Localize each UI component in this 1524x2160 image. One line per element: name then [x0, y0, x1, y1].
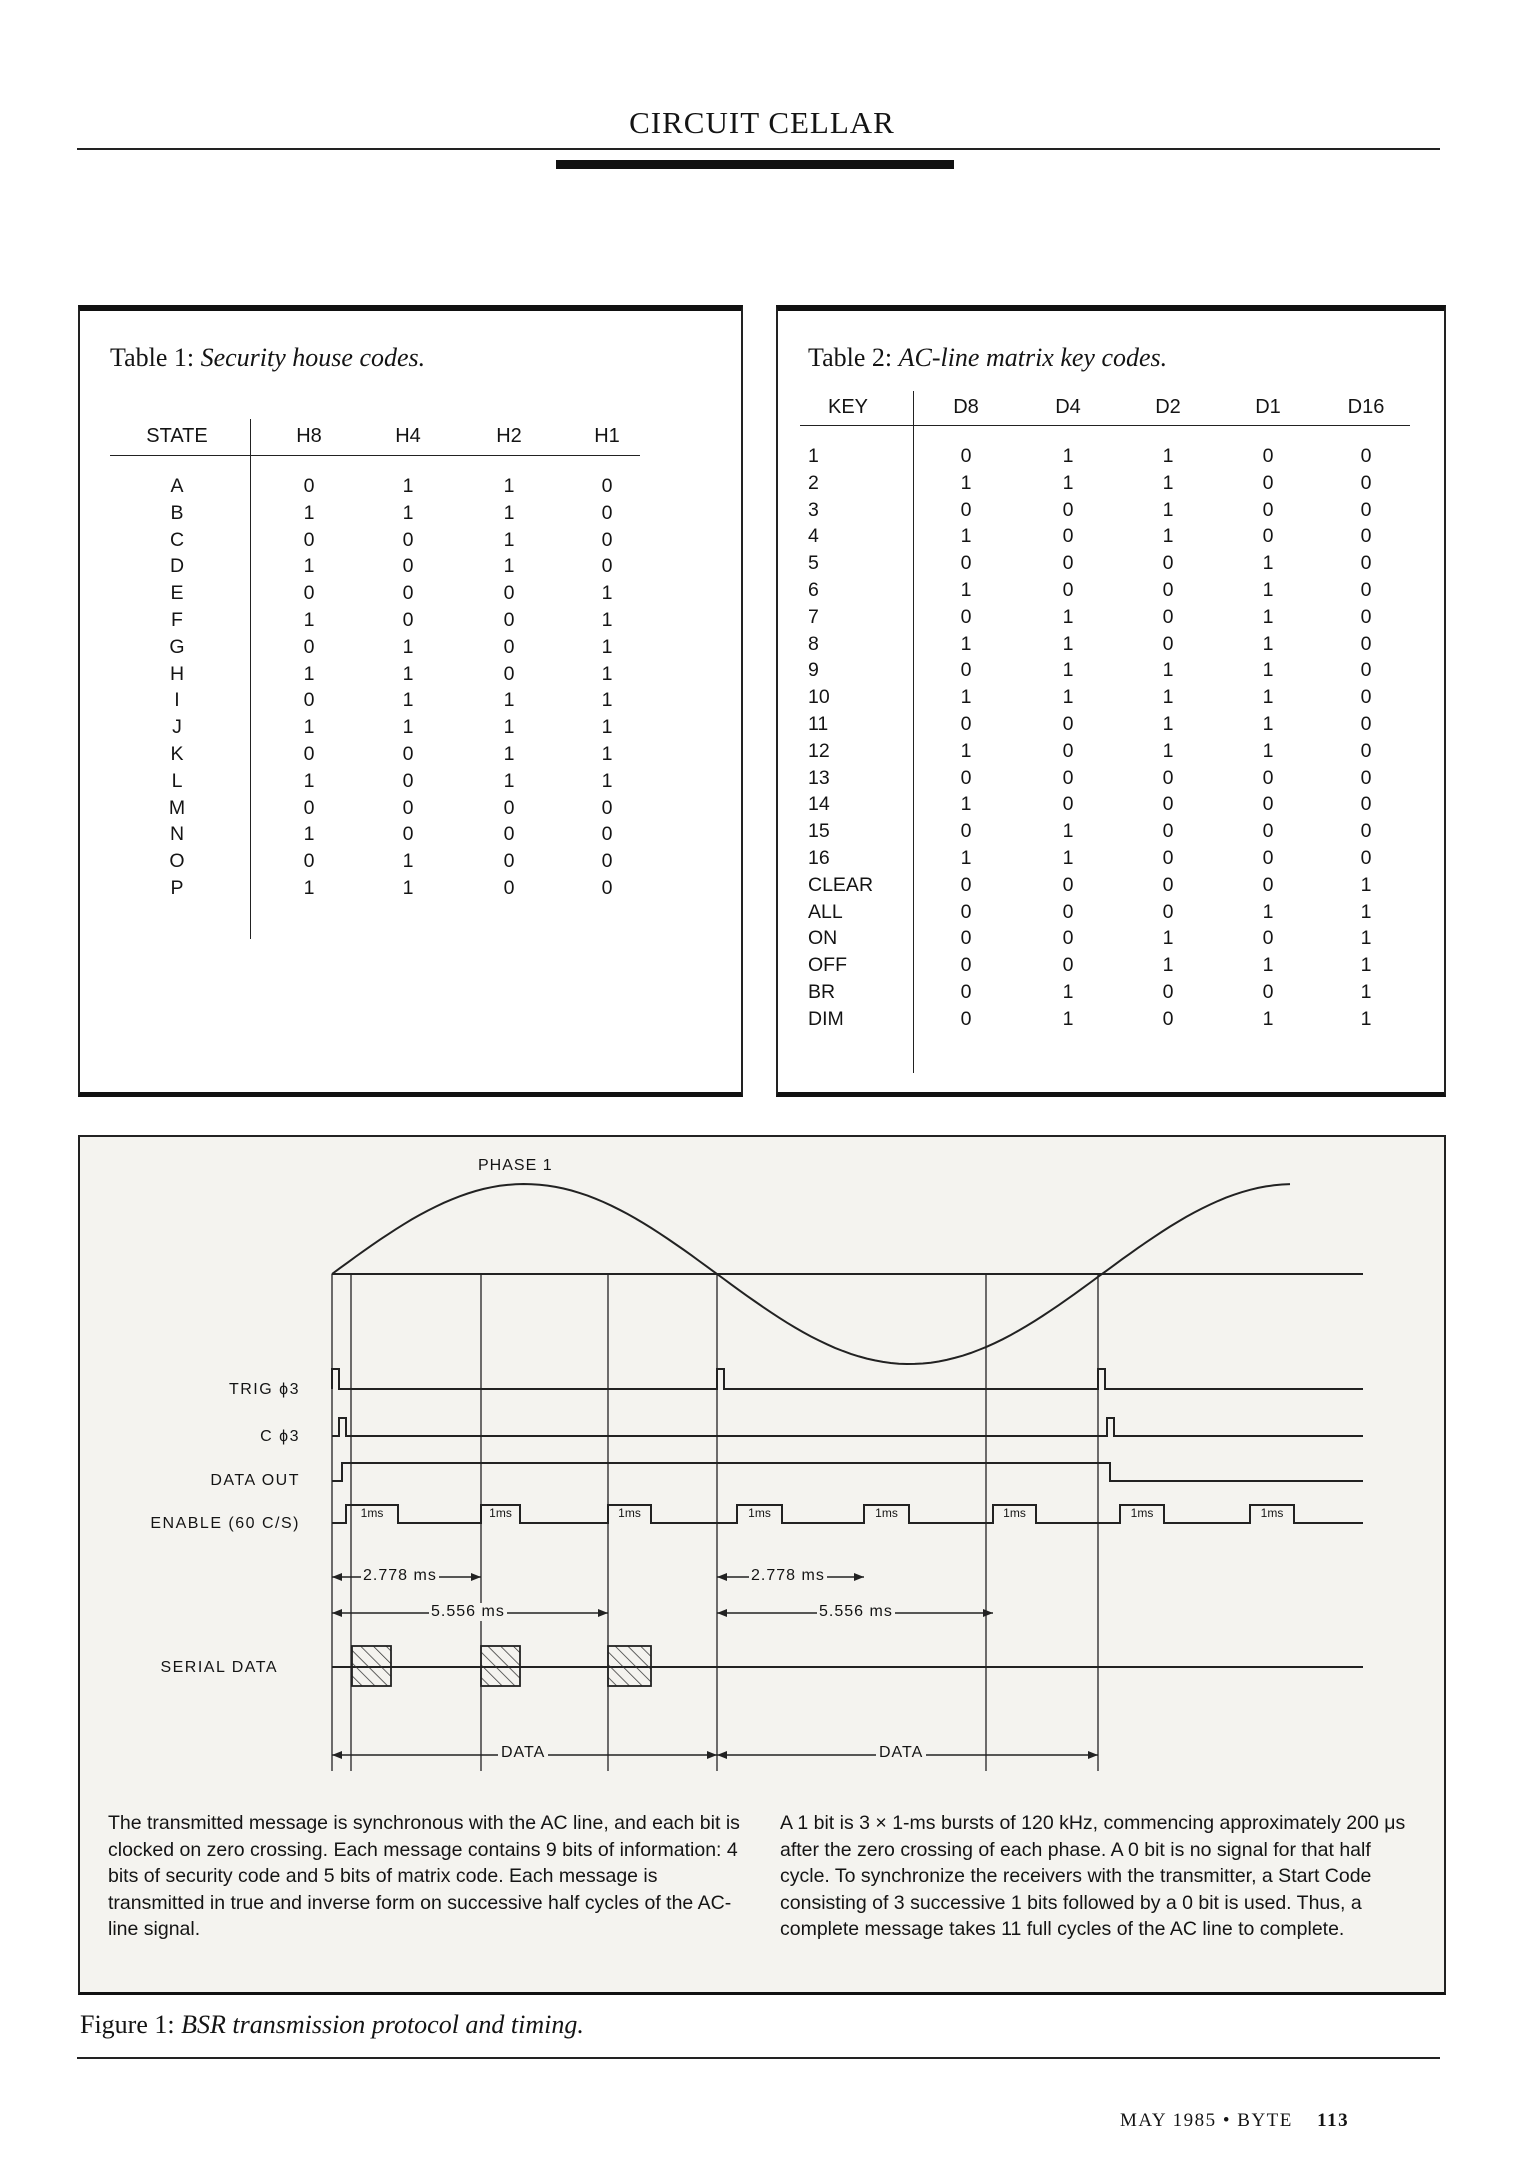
table1-cell: 0 [402, 582, 414, 605]
table2-cell: 0 [1360, 686, 1372, 709]
table2-cell: 1 [1262, 1007, 1274, 1030]
table2-cell: 1 [960, 847, 972, 869]
table2-cell: 0 [1062, 525, 1074, 548]
table2-cell: 0 [960, 820, 972, 843]
table2-caption [808, 343, 1167, 373]
dim-label-5556-right: 5.556 ms [819, 1603, 893, 1620]
table2-cell: 1 [1162, 525, 1174, 548]
table2-cell: 1 [1162, 713, 1174, 735]
table2-cell: 0 [1360, 847, 1372, 869]
table2-cell: 3 [808, 498, 819, 521]
table2-cell: 0 [1062, 900, 1074, 923]
table1-cell: 1 [601, 716, 613, 739]
data-arrow-right-head-left [717, 1751, 727, 1759]
table2-cell: 0 [1262, 847, 1274, 869]
c-signal [332, 1418, 1363, 1436]
table2-cell: 0 [1360, 713, 1372, 735]
table1-cell: 1 [402, 716, 414, 739]
table2-cell: 1 [1162, 927, 1174, 950]
table2-cell: 1 [960, 632, 972, 655]
enable-pulse-label: 1ms [1260, 1506, 1284, 1520]
table2-cell: 0 [1062, 927, 1074, 950]
table1-cell: 1 [601, 635, 613, 658]
table1-cell: 1 [402, 475, 414, 497]
table1-cell: C [169, 528, 185, 551]
table2-cell: 11 [808, 713, 829, 735]
dim-arrow-5556-left-head-right [598, 1609, 608, 1617]
table2-cell: 0 [960, 552, 972, 575]
table2-cell: 1 [1262, 605, 1274, 628]
table2-column-rule [913, 391, 914, 1073]
table1-cell: M [168, 796, 186, 819]
data-label-left: DATA [498, 1744, 548, 1762]
table2-cell: 1 [1062, 605, 1074, 628]
table1-cell: N [169, 823, 185, 846]
table2-cell: 1 [808, 445, 819, 467]
table2-cell: 0 [1062, 579, 1074, 601]
table2-cell: 14 [808, 793, 830, 816]
table1-cell: 0 [601, 555, 613, 578]
table2-cell: 0 [1262, 445, 1274, 467]
table1-cell: 0 [303, 850, 315, 873]
table1-cell: 0 [402, 609, 414, 631]
enable-pulse-label: 1ms [489, 1506, 512, 1520]
data-arrow-left-head-left [332, 1751, 342, 1759]
table2-cell: 1 [1162, 954, 1174, 977]
table2-cell: 1 [1062, 632, 1074, 655]
table2-cell: 0 [960, 766, 972, 789]
table1-cell: 0 [601, 796, 613, 819]
table2-cell: 1 [960, 739, 972, 762]
table1-cell: 1 [503, 555, 515, 578]
table2-cell: 1 [1062, 1007, 1074, 1030]
table1-header-2: H4 [395, 425, 421, 447]
table2-cell: 0 [1360, 766, 1372, 789]
table1-cell: 1 [303, 501, 315, 524]
dim-arrow-2778-right-head-right [854, 1573, 864, 1581]
table1-cell: 1 [503, 743, 515, 765]
table2-cell: 1 [1162, 445, 1174, 467]
table2-cell: 0 [1262, 471, 1274, 494]
dim-arrow-5556-right-head-left [717, 1609, 727, 1617]
table2-cell: 1 [960, 471, 972, 494]
table2-cell: 12 [808, 739, 830, 762]
table1-cell: 0 [303, 475, 315, 497]
table1-cell: 0 [303, 635, 315, 658]
table2-cell: 0 [960, 1007, 972, 1030]
table2-cell: 1 [1262, 739, 1274, 762]
table2-header-4: D1 [1255, 396, 1281, 418]
dim-label-2778-right: 2.778 ms [751, 1567, 825, 1584]
enable-pulse-label: 1ms [360, 1506, 384, 1520]
table2-cell: 1 [1360, 1007, 1372, 1030]
table1-cell: 0 [303, 796, 315, 819]
table2-cell: 0 [1162, 873, 1174, 896]
table2-cell: 0 [1162, 981, 1174, 1003]
table1-caption [110, 343, 425, 373]
table2-cell: 1 [1360, 954, 1372, 977]
table1-cell: 0 [503, 582, 515, 605]
table2-cell: 0 [1162, 632, 1174, 655]
table2-cell: 8 [808, 632, 819, 655]
table1-cell: 0 [303, 689, 315, 712]
table2-cell: 0 [1262, 498, 1274, 521]
table1-column-rule [250, 419, 251, 939]
table1-cell: A [170, 475, 184, 497]
table2-cell: 0 [1162, 605, 1174, 628]
table2-cell: ON [808, 927, 838, 950]
table2-cell: ALL [808, 900, 843, 923]
table2-cell: 1 [1062, 981, 1074, 1003]
table2-cell: 1 [1262, 579, 1274, 601]
table2-cell: 0 [1162, 847, 1174, 869]
table2-cell: 1 [1062, 445, 1074, 467]
data-out-signal [332, 1463, 1363, 1481]
table2-cell: 13 [808, 766, 830, 789]
data-arrow-left-head-right [707, 1751, 717, 1759]
table2-cell: 0 [1062, 954, 1074, 977]
bottom-rule [77, 2057, 1440, 2059]
table1-cell: 0 [402, 823, 414, 846]
table2-cell: 0 [960, 605, 972, 628]
table1-cell: 1 [303, 769, 315, 792]
table2-cell: 1 [1262, 632, 1274, 655]
table1-cell: 1 [601, 582, 613, 605]
table1-cell: 0 [503, 796, 515, 819]
table1-cell: 1 [303, 716, 315, 739]
enable-pulse-label: 1ms [875, 1506, 898, 1520]
serial-data-burst [481, 1646, 520, 1686]
table1-cell: D [169, 555, 185, 578]
table2-cell: 0 [1262, 525, 1274, 548]
table1-cell: 1 [402, 635, 414, 658]
table2-cell: 0 [960, 498, 972, 521]
table2-header-5: D16 [1347, 396, 1385, 418]
table2-cell: 0 [960, 873, 972, 896]
figure-paragraph-left: The transmitted message is synchronous with the AC line, and each bit is clocked on zero crossing. Each message contains 9 bits of information: 4 bits of security code and 5 bits of matrix code. Each message is transmitted in true and inverse form on successive half cycles of the AC-line signal. [108, 1812, 740, 1940]
table2-caption-label: Table 2: [808, 343, 893, 372]
table2-cell: 1 [1360, 981, 1372, 1003]
table2-cell: 0 [960, 954, 972, 977]
table2-cell: 0 [1062, 713, 1074, 735]
table1-box [78, 305, 743, 1097]
table1-cell: H [169, 662, 185, 685]
table2-cell: 2 [808, 471, 819, 494]
table1-cell: 0 [601, 823, 613, 846]
table2-cell: 9 [808, 659, 819, 682]
table1-cell: K [170, 743, 184, 765]
table2-cell: 0 [1360, 552, 1372, 575]
table2-header-2: D4 [1055, 396, 1081, 418]
table2-cell: 1 [1360, 927, 1372, 950]
table2-cell: 0 [1262, 793, 1274, 816]
table1-cell: O [169, 850, 185, 873]
table2-cell: 0 [1360, 525, 1372, 548]
table2-cell: 0 [1262, 766, 1274, 789]
table2-caption-title: AC-line matrix key codes. [898, 343, 1168, 372]
header-rule [77, 148, 1440, 150]
table2-cell: 1 [1262, 686, 1274, 709]
dim-label-2778-left: 2.778 ms [363, 1567, 437, 1584]
figure-caption-label: Figure 1: [80, 2010, 175, 2039]
table2-cell: 0 [960, 713, 972, 735]
serial-data-burst [352, 1646, 391, 1686]
data-arrow-right-head-right [1088, 1751, 1098, 1759]
table2-header-3: D2 [1155, 396, 1181, 418]
table2-cell: 0 [960, 900, 972, 923]
table2-cell: 1 [1262, 954, 1274, 977]
table1-cell: 0 [503, 877, 515, 899]
table2-cell: 1 [1162, 659, 1174, 682]
table2-cell: 0 [1262, 927, 1274, 950]
table2-cell: OFF [808, 954, 847, 977]
figure-caption [80, 2010, 584, 2040]
table1-cell: F [171, 609, 183, 631]
table2-cell: 1 [960, 579, 972, 601]
table2-cell: 1 [1360, 873, 1372, 896]
table2-cell: 0 [960, 927, 972, 950]
table1-cell: 0 [402, 743, 414, 765]
table2-cell: 0 [1360, 793, 1372, 816]
table2-cell: 1 [1062, 686, 1074, 709]
enable-pulse-label: 1ms [1130, 1506, 1154, 1520]
table1-cell: 0 [503, 850, 515, 873]
figure-caption-title: BSR transmission protocol and timing. [181, 2010, 584, 2039]
signal-label-trig: TRIG ϕ3 [228, 1381, 300, 1398]
table2-header-0: KEY [827, 396, 869, 418]
table1-caption-title: Security house codes. [200, 343, 426, 372]
table1-cell: I [174, 689, 180, 712]
table2-cell: 0 [1162, 900, 1174, 923]
table2-cell: 0 [1162, 1007, 1174, 1030]
signal-label-data-out: DATA OUT [210, 1472, 300, 1489]
table1-cell: 1 [303, 662, 315, 685]
table2-cell: 0 [1062, 498, 1074, 521]
table1-cell: 1 [503, 716, 515, 739]
table2-cell: 0 [1162, 820, 1174, 843]
table1-cell: 1 [503, 501, 515, 524]
table2-cell: 0 [1162, 579, 1174, 601]
table1-caption-label: Table 1: [110, 343, 195, 372]
header-bar [556, 160, 954, 169]
table1-cell: 1 [601, 609, 613, 631]
table2-cell: 4 [808, 525, 819, 548]
table2-cell: 1 [960, 525, 972, 548]
table2-cell: 1 [1062, 847, 1074, 869]
table1-cell: 1 [303, 555, 315, 578]
table1-cell: 0 [402, 528, 414, 551]
table2-cell: 0 [1062, 552, 1074, 575]
table2-cell: 0 [1360, 579, 1372, 601]
table1-cell: 1 [303, 877, 315, 899]
table1-cell: 0 [503, 662, 515, 685]
table2-cell: 0 [1062, 766, 1074, 789]
table1-cell: 1 [503, 528, 515, 551]
table1-cell: 1 [503, 689, 515, 712]
table1-cell: 1 [601, 769, 613, 792]
table2-cell: 1 [1062, 659, 1074, 682]
table2-cell: 1 [960, 793, 972, 816]
table1-cell: 1 [303, 609, 315, 631]
table2-cell: 1 [1262, 659, 1274, 682]
table2-cell: 0 [1360, 632, 1372, 655]
footer-text: MAY 1985 • BYTE [1120, 2110, 1293, 2131]
table1-cell: 0 [601, 877, 613, 899]
table1-cell: B [170, 501, 184, 524]
dim-arrow-5556-left-head-left [332, 1609, 342, 1617]
table2-cell: 0 [960, 659, 972, 682]
table2-cell: 1 [1062, 471, 1074, 494]
table2-header-1: D8 [953, 396, 979, 418]
table1-cell: 1 [503, 475, 515, 497]
table1-cell: 1 [402, 850, 414, 873]
page-footer [1120, 2110, 1349, 2132]
table2-cell: 6 [808, 579, 819, 601]
table1-cell: P [170, 877, 184, 899]
dim-arrow-5556-right-head-right [983, 1609, 993, 1617]
table2-cell: 0 [1162, 766, 1174, 789]
table2-cell: 0 [1262, 820, 1274, 843]
page-number: 113 [1317, 2110, 1350, 2131]
dim-label-5556-left: 5.556 ms [431, 1603, 505, 1620]
table1-cell: 0 [402, 796, 414, 819]
table1-cell: 1 [402, 877, 414, 899]
table2-cell: 15 [808, 820, 830, 843]
table2-cell: CLEAR [808, 873, 874, 896]
table2-cell: 0 [1360, 445, 1372, 467]
table2-cell: 1 [1062, 820, 1074, 843]
table2-cell: 0 [1360, 498, 1372, 521]
enable-pulse-label: 1ms [1003, 1506, 1026, 1520]
signal-label-enable: ENABLE (60 C/S) [150, 1515, 300, 1532]
trig-signal [332, 1369, 1363, 1389]
table2-cell: 0 [1262, 981, 1274, 1003]
table2-cell: 0 [1262, 873, 1274, 896]
table2-cell: 0 [960, 981, 972, 1003]
table2-cell: 1 [1360, 900, 1372, 923]
signal-label-serial-data: SERIAL DATA [160, 1659, 278, 1676]
dim-arrow-2778-left-head-right [471, 1573, 481, 1581]
table2-cell: BR [808, 981, 836, 1003]
table2-cell: 0 [960, 445, 972, 467]
table2-cell: 10 [808, 686, 830, 709]
dim-arrow-2778-left-head-left [332, 1573, 342, 1581]
table1-cell: 0 [303, 743, 315, 765]
table1-cell: 0 [601, 850, 613, 873]
table1-cell: 1 [601, 662, 613, 685]
table1-cell: 0 [503, 609, 515, 631]
table1-cell: E [170, 582, 184, 605]
table2-cell: 5 [808, 552, 819, 575]
table2-box [776, 305, 1446, 1097]
table2-cell: 0 [1062, 739, 1074, 762]
table2-cell: DIM [808, 1007, 844, 1030]
table2-cell: 0 [1162, 552, 1174, 575]
table1-cell: G [169, 635, 185, 658]
table2-cell: 1 [1162, 498, 1174, 521]
table2-cell: 0 [1360, 471, 1372, 494]
table2-cell: 0 [1062, 793, 1074, 816]
table1-cell: 0 [402, 555, 414, 578]
phase-label: PHASE 1 [478, 1157, 553, 1174]
table2-cell: 0 [1360, 659, 1372, 682]
table2-cell: 7 [808, 605, 819, 628]
table2-cell: 0 [1062, 873, 1074, 896]
table1-cell: 0 [601, 475, 613, 497]
serial-data-burst [608, 1646, 651, 1686]
table1-cell: 1 [601, 689, 613, 712]
table2-cell: 0 [1162, 793, 1174, 816]
table1-header-3: H2 [496, 425, 522, 447]
table2-cell: 1 [1262, 900, 1274, 923]
figure-paragraph-right: A 1 bit is 3 × 1-ms bursts of 120 kHz, commencing approximately 200 μs after the zero crossing of each phase. A 0 bit is no signal for that half cycle. To synchronize the receivers with the transmitter, a Start Code consisting of 3 successive 1 bits followed by a 0 bit is used. Thus, a complete message takes 11 full cycles of the AC line to complete. [780, 1812, 1406, 1940]
table2-cell: 1 [960, 686, 972, 709]
table1-header-0: STATE [146, 425, 208, 447]
table1-header-rule [110, 455, 640, 456]
section-title: CIRCUIT CELLAR [629, 105, 895, 140]
table1-cell: 0 [303, 528, 315, 551]
dim-arrow-2778-right-head-left [717, 1573, 727, 1581]
table1-cell: 0 [601, 528, 613, 551]
table1-header-4: H1 [594, 425, 620, 447]
table1-cell: 0 [303, 582, 315, 605]
table1-cell: 0 [503, 823, 515, 846]
enable-pulse-label: 1ms [748, 1506, 771, 1520]
table1-cell: 0 [503, 635, 515, 658]
table2-cell: 0 [1360, 820, 1372, 843]
table1-header-1: H8 [296, 425, 322, 447]
table1-cell: 0 [402, 769, 414, 792]
table2-cell: 1 [1162, 471, 1174, 494]
table2-cell: 1 [1162, 739, 1174, 762]
table1-cell: 1 [402, 662, 414, 685]
table2-cell: 1 [1262, 552, 1274, 575]
table2-cell: 16 [808, 847, 830, 869]
enable-pulse-label: 1ms [618, 1506, 641, 1520]
table2-cell: 1 [1262, 713, 1274, 735]
table1-cell: L [171, 769, 183, 792]
figure-box [78, 1135, 1446, 1995]
table1-cell: 1 [402, 689, 414, 712]
table2-header-rule [800, 425, 1410, 426]
table2-cell: 1 [1162, 686, 1174, 709]
table1-cell: 1 [503, 769, 515, 792]
table1-cell: 0 [601, 501, 613, 524]
table1-cell: J [172, 716, 182, 739]
table1-cell: 1 [303, 823, 315, 846]
signal-label-c: C ϕ3 [260, 1428, 300, 1445]
table1-cell: 1 [601, 743, 613, 765]
table1-cell: 1 [402, 501, 414, 524]
data-label-right: DATA [876, 1744, 926, 1762]
table2-cell: 0 [1360, 605, 1372, 628]
table2-cell: 0 [1360, 739, 1372, 762]
